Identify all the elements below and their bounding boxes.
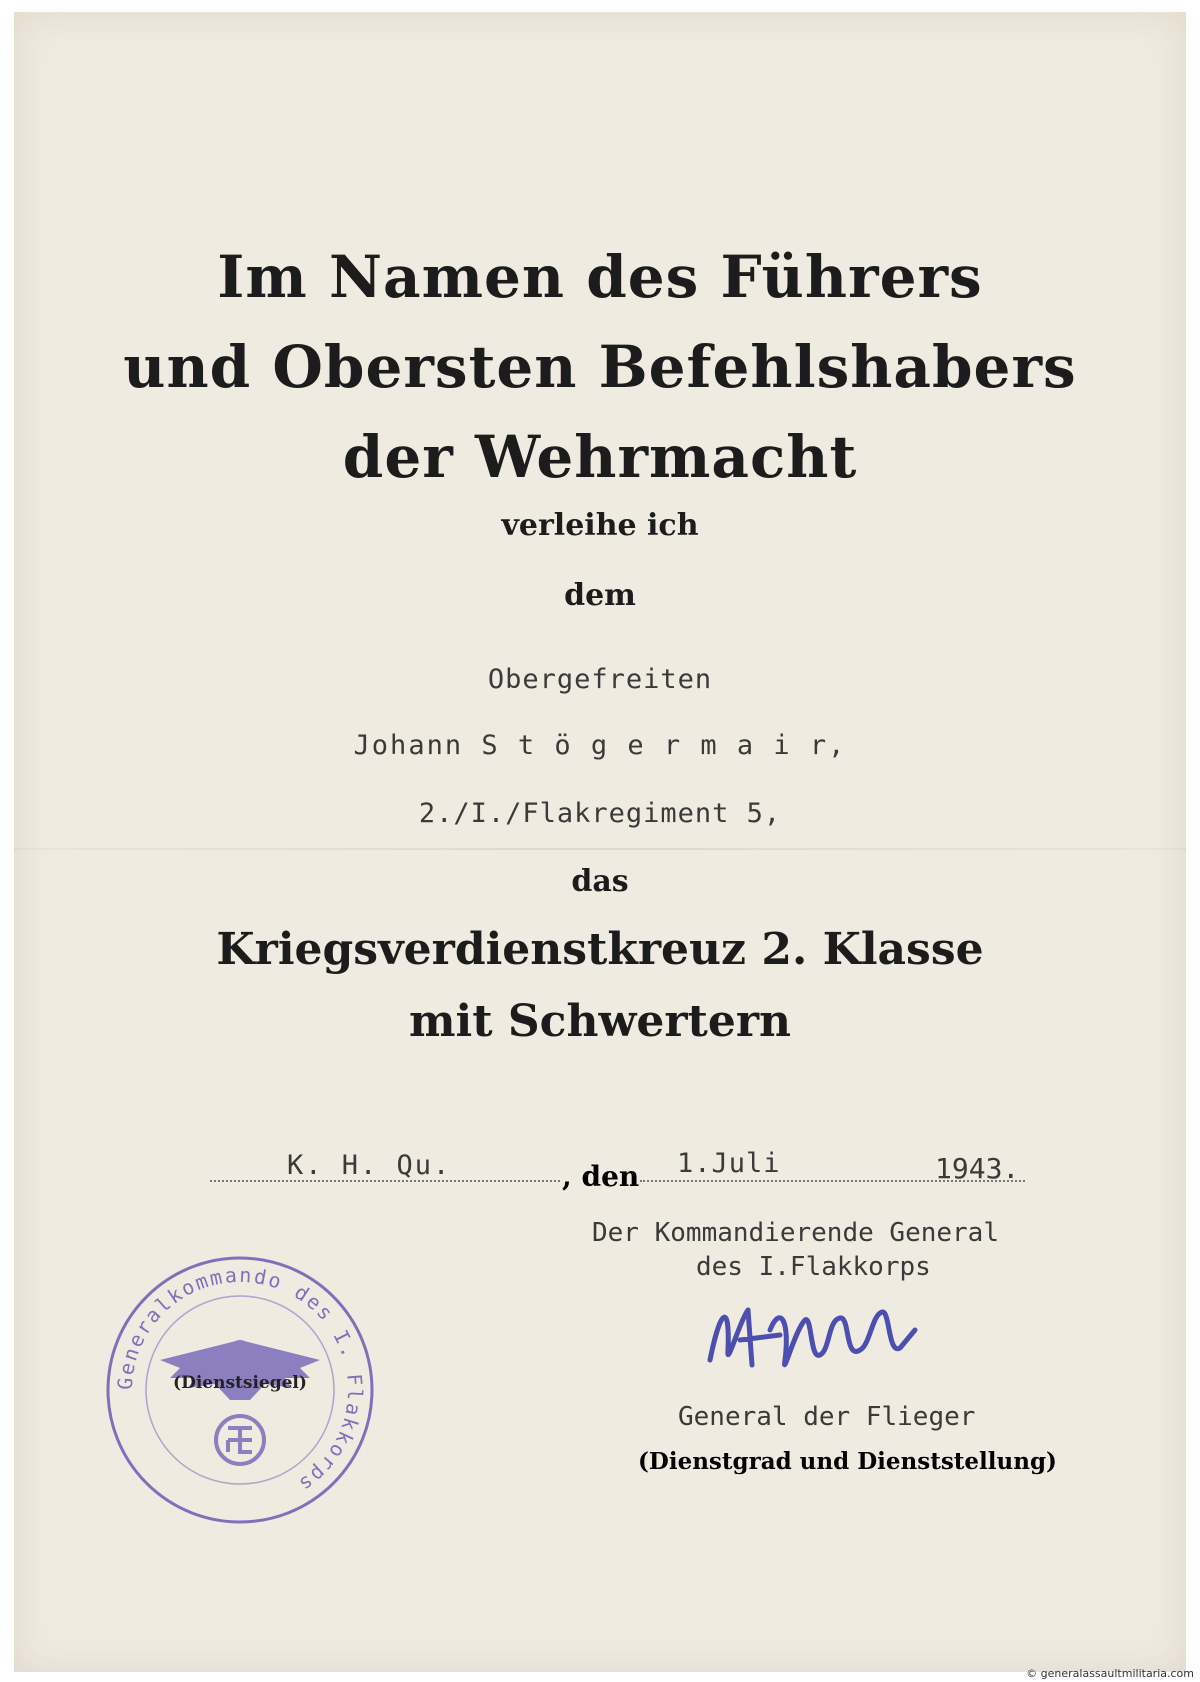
signer-caption: (Dienstgrad und Dienststellung) xyxy=(638,1448,1057,1475)
das-text: das xyxy=(571,864,629,899)
award-name-line-2: mit Schwertern xyxy=(408,996,791,1047)
title-line-1: Im Namen des Führers xyxy=(217,243,983,311)
recipient-rank: Obergefreiten xyxy=(487,664,713,695)
official-stamp xyxy=(100,1250,380,1530)
year-value: 1943. xyxy=(935,1152,1020,1185)
commander-line-2: des I.Flakkorps xyxy=(696,1252,931,1282)
commander-line-1: Der Kommandierende General xyxy=(592,1218,999,1248)
signature-stroke xyxy=(710,1310,915,1365)
stamp-center-text: (Dienstsiegel) xyxy=(173,1373,307,1393)
image-credit: © generalassaultmilitaria.com xyxy=(1026,1667,1194,1680)
title-line-3: der Wehrmacht xyxy=(342,423,858,491)
dem-text: dem xyxy=(564,578,636,613)
recipient-unit: 2./I./Flakregiment 5, xyxy=(418,798,782,829)
date-value: 1.Juli xyxy=(677,1148,781,1179)
certificate-title xyxy=(0,232,1200,502)
recipient-name: Johann S t ö g e r m a i r, xyxy=(353,730,847,761)
svg-text:Generalkommando des I. Flakkor: Generalkommando des I. Flakkorps xyxy=(112,1262,368,1499)
den-label: , den xyxy=(562,1160,640,1193)
handwritten-signature xyxy=(700,1290,930,1390)
verleihe-text: verleihe ich xyxy=(501,508,699,543)
place-value: K. H. Qu. xyxy=(287,1150,452,1181)
title-line-2: und Obersten Befehlshabers xyxy=(123,333,1077,401)
award-name-line-1: Kriegsverdienstkreuz 2. Klasse xyxy=(216,924,984,975)
signer-grade: General der Flieger xyxy=(678,1402,976,1432)
eagle-emblem-icon xyxy=(160,1340,320,1464)
fold-line xyxy=(14,848,1186,850)
